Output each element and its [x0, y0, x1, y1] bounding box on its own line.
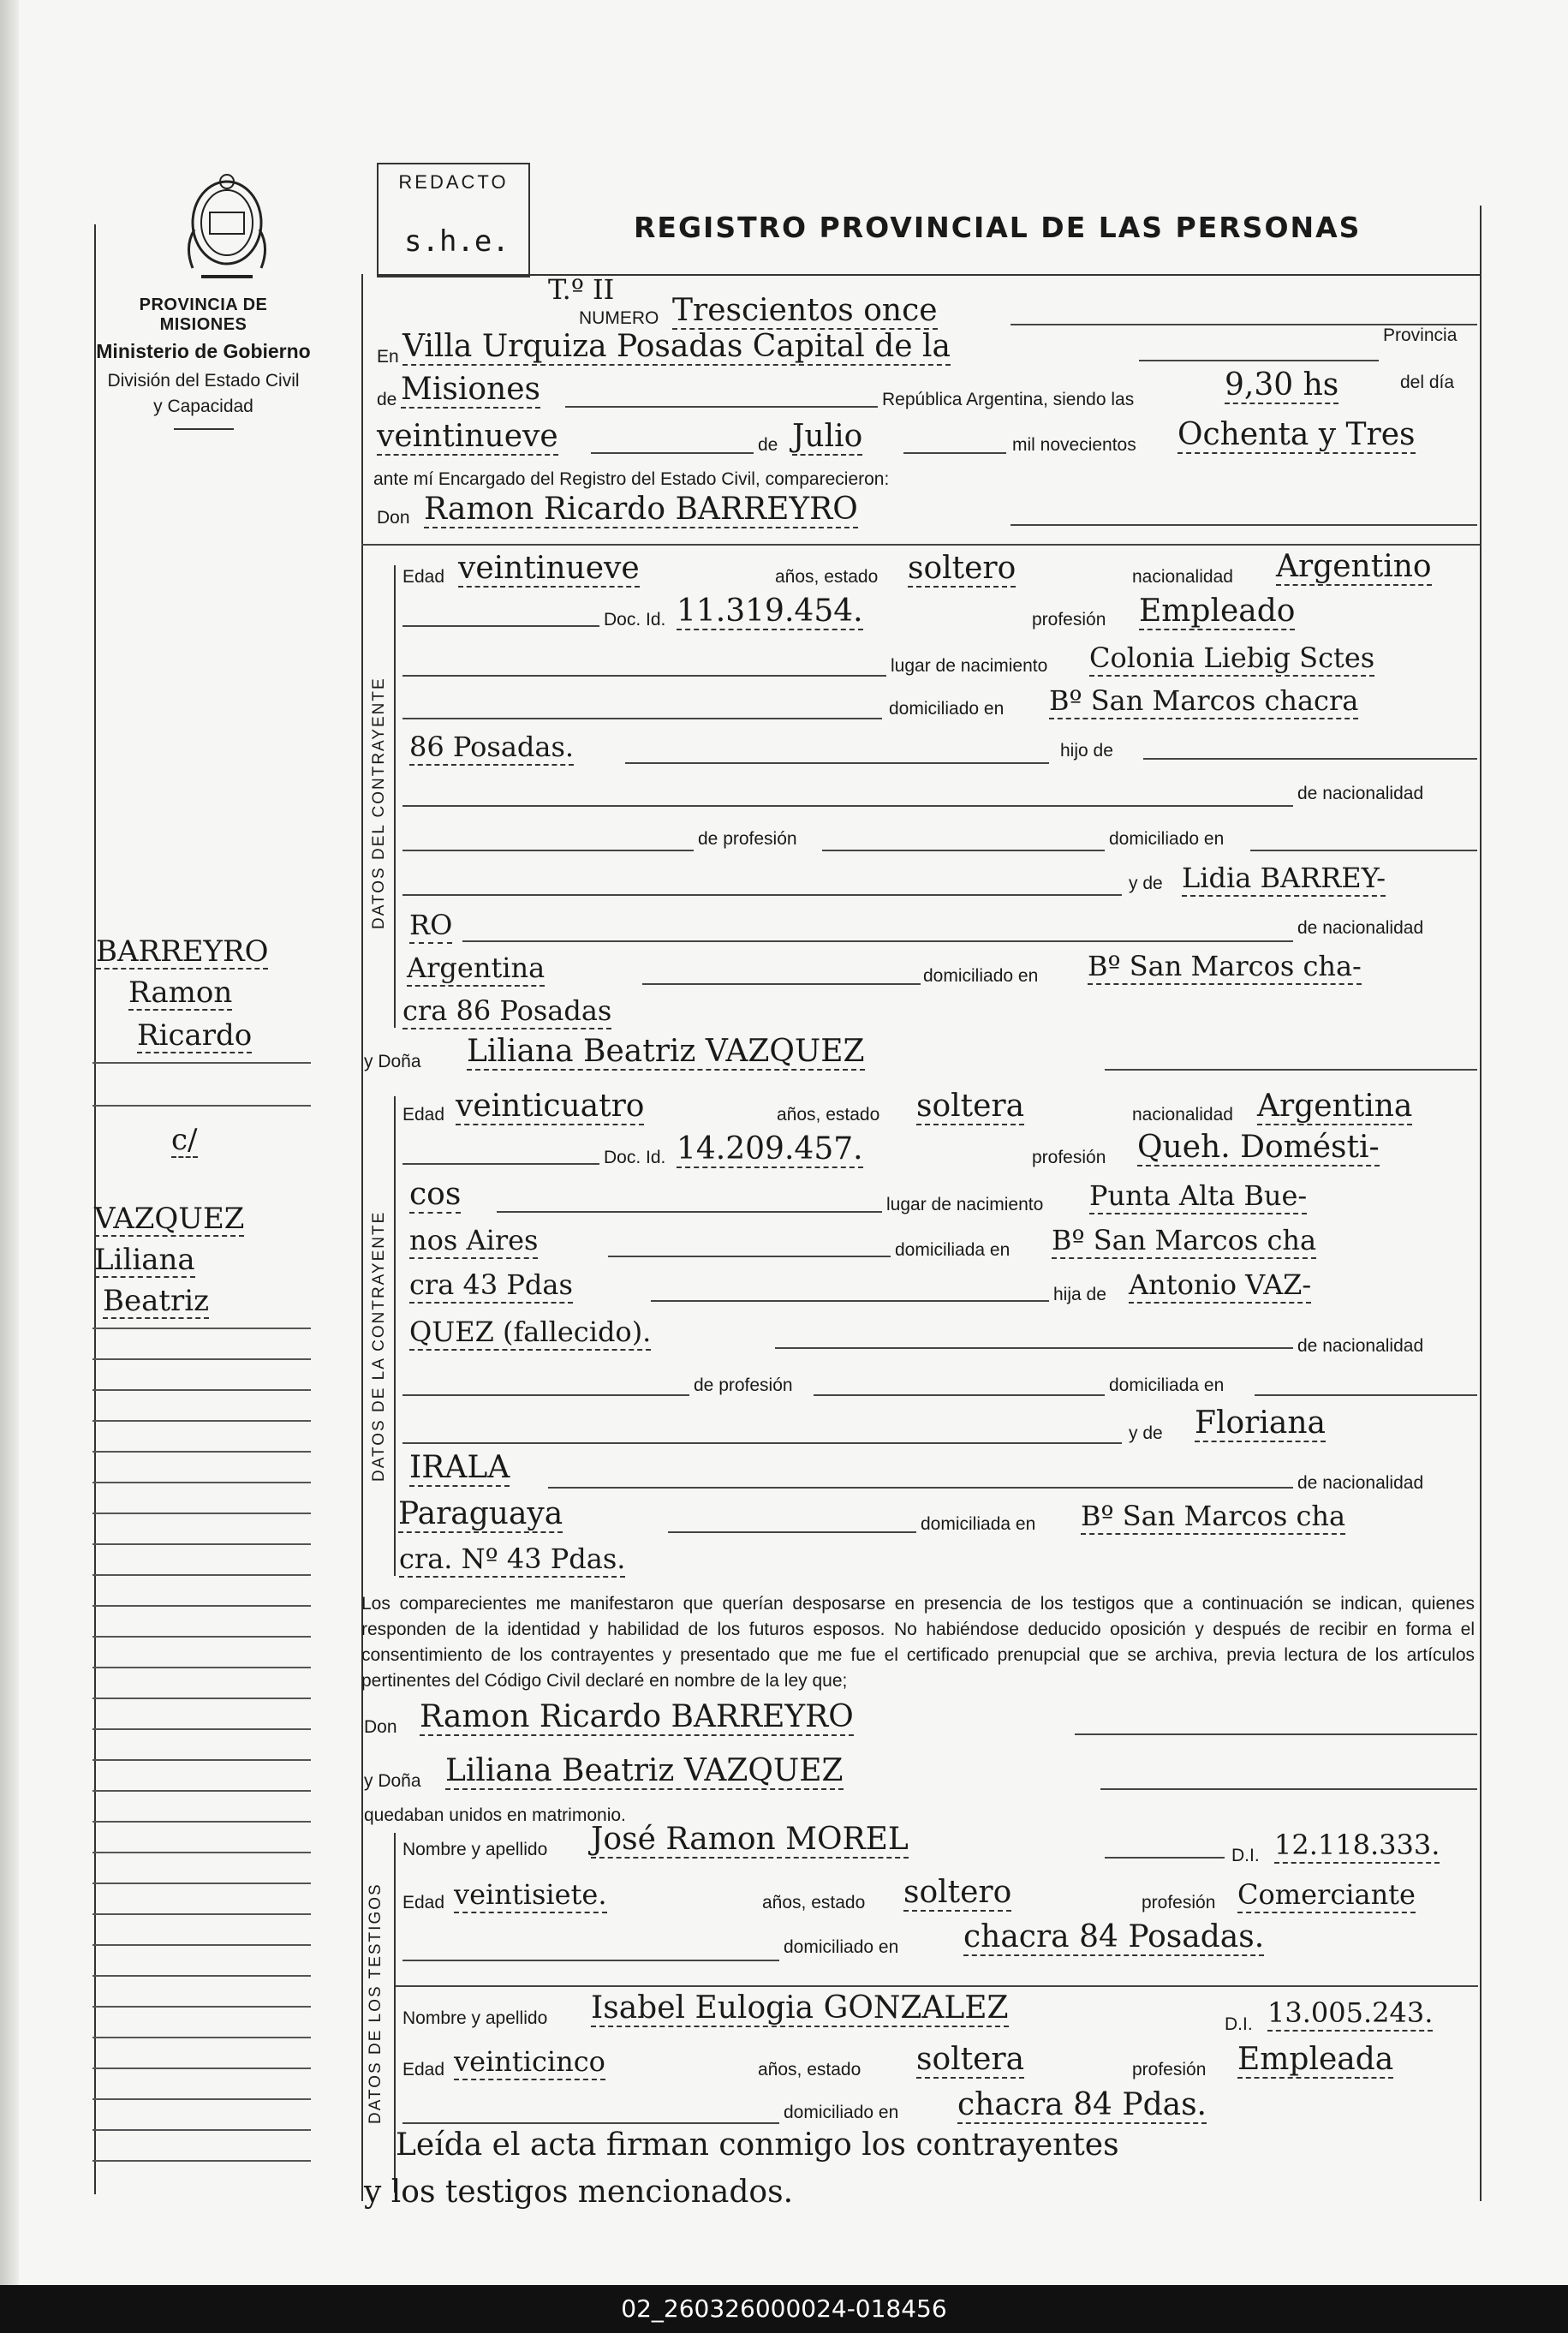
tomo-number: T.º II	[548, 273, 615, 306]
groom-hijo-label: hijo de	[1060, 741, 1113, 761]
w1-di-label: D.I.	[1231, 1846, 1260, 1865]
w1-estado: soltero	[903, 1875, 1012, 1910]
margin-rule-line	[92, 2006, 311, 2008]
fill-line	[402, 1960, 779, 1961]
margin-rule-line	[92, 2160, 311, 2162]
groom-madre-b: RO	[409, 908, 452, 944]
bride-padre-a: Antonio VAZ-	[1129, 1268, 1311, 1304]
w1-prof-label: profesión	[1142, 1893, 1216, 1912]
en-label: En	[377, 347, 399, 367]
fill-line	[402, 1163, 599, 1165]
witness-divider	[396, 1985, 1478, 1987]
w1-nombre-label: Nombre y apellido	[402, 1840, 548, 1859]
fill-line	[402, 894, 1122, 896]
fill-line	[903, 452, 1006, 454]
margin-rule-line	[92, 1605, 311, 1607]
margin-rule-line	[92, 1913, 311, 1915]
w2-di: 13.005.243.	[1267, 1996, 1433, 2032]
province-name: PROVINCIA DE MISIONES	[139, 295, 268, 334]
w1-anos-label: años, estado	[762, 1893, 866, 1912]
groom-domicilio-b: 86 Posadas.	[409, 730, 574, 766]
decl-don-label: Don	[364, 1717, 397, 1737]
fill-line	[402, 2122, 779, 2124]
decl-bride: Liliana Beatriz VAZQUEZ	[445, 1753, 844, 1788]
bride-de-nac-label: de nacionalidad	[1297, 1336, 1424, 1356]
bride-madre-nac-label: de nacionalidad	[1297, 1473, 1424, 1493]
fill-line	[497, 1211, 882, 1213]
margin-rule-line	[92, 1574, 311, 1576]
provincia-label: Provincia	[1383, 325, 1458, 345]
fill-line	[402, 675, 886, 677]
groom-section-label: DATOS DEL CONTRAYENTE	[370, 677, 388, 929]
w1-domic-label: domiciliado en	[784, 1937, 899, 1957]
bride-nacionalidad: Argentina	[1257, 1089, 1413, 1124]
w1-name: José Ramon MOREL	[591, 1822, 909, 1857]
issuer-divider	[174, 428, 234, 430]
groom-madre-domic-b: cra 86 Posadas	[402, 993, 611, 1029]
bride-madre-domic-a: Bº San Marcos cha	[1081, 1499, 1345, 1535]
fill-line	[402, 1394, 689, 1396]
fill-line	[822, 850, 1105, 851]
groom-doc: 11.319.454.	[677, 594, 863, 629]
decl-groom: Ramon Ricardo BARREYRO	[420, 1699, 854, 1734]
groom-lugar-label: lugar de nacimiento	[891, 656, 1048, 676]
margin-ricardo: Ricardo	[137, 1018, 253, 1053]
bride-padre-b: QUEZ (fallecido).	[409, 1315, 651, 1351]
w2-edad-label: Edad	[402, 2060, 445, 2079]
margin-rule-line	[92, 1852, 311, 1853]
section-side-line	[394, 1096, 396, 1576]
groom-profesion: Empleado	[1139, 594, 1296, 629]
fill-line	[402, 850, 694, 851]
fill-line	[591, 452, 754, 454]
fill-line	[668, 1531, 916, 1533]
w2-domic-label: domiciliado en	[784, 2103, 899, 2122]
fill-line	[625, 762, 1049, 764]
stamp-value: s.h.e.	[404, 224, 510, 259]
fill-line	[608, 1256, 891, 1257]
division-line-1: División del Estado Civil	[107, 371, 300, 391]
margin-rule-line	[92, 1821, 311, 1823]
margin-rule-line	[92, 1636, 311, 1638]
w1-domic: chacra 84 Posadas.	[963, 1919, 1265, 1954]
fill-line	[642, 983, 921, 985]
bride-prof-label: profesión	[1032, 1148, 1106, 1167]
bride-domic-en-label: domiciliada en	[1109, 1375, 1225, 1395]
numero-label: NUMERO	[579, 308, 659, 328]
margin-rule-line	[92, 1328, 311, 1329]
bride-doc-label: Doc. Id.	[604, 1148, 666, 1167]
witnesses-section-label: DATOS DE LOS TESTIGOS	[367, 1883, 385, 2124]
margin-rule-line	[92, 2037, 311, 2038]
title-rule	[377, 274, 1482, 276]
margin-rule-line	[92, 1883, 311, 1884]
fill-line	[1100, 1788, 1477, 1790]
margin-rule-line	[92, 2129, 311, 2131]
margin-rule-line	[92, 1698, 311, 1699]
groom-anos-label: años, estado	[775, 567, 879, 587]
fill-line	[651, 1300, 1049, 1302]
stamp-title: REDACTO	[398, 171, 509, 193]
bride-estado: soltera	[916, 1089, 1025, 1124]
bride-nac-label: nacionalidad	[1132, 1105, 1233, 1125]
fill-line	[402, 625, 599, 627]
month-value: Julio	[792, 419, 863, 454]
provincial-crest-icon	[176, 170, 278, 289]
w2-edad: veinticinco	[454, 2044, 605, 2080]
fill-line	[1105, 1857, 1225, 1859]
groom-domic-label: domiciliado en	[889, 699, 1005, 719]
closing-line-b: y los testigos mencionados.	[364, 2175, 794, 2210]
bride-profesion-b: cos	[409, 1177, 462, 1212]
bride-de-prof-label: de profesión	[694, 1375, 793, 1395]
margin-rule-line	[92, 1482, 311, 1483]
margin-rule-line	[92, 1543, 311, 1545]
province-value: Misiones	[401, 372, 541, 407]
bride-doc: 14.209.457.	[677, 1131, 863, 1166]
bride-lugar-a: Punta Alta Bue-	[1089, 1178, 1307, 1214]
groom-lugar: Colonia Liebig Sctes	[1089, 641, 1374, 677]
w2-anos-label: años, estado	[758, 2060, 862, 2079]
mil-label: mil novecientos	[1012, 435, 1136, 455]
bride-lugar-label: lugar de nacimiento	[886, 1195, 1044, 1214]
margin-rule-line	[92, 1105, 311, 1107]
w1-di: 12.118.333.	[1274, 1828, 1440, 1864]
margin-rule-line	[92, 1944, 311, 1946]
page-binding-edge	[0, 0, 19, 2285]
groom-edad-label: Edad	[402, 567, 445, 587]
bride-madre-nac: Paraguaya	[398, 1496, 563, 1531]
margin-rule-line	[92, 1667, 311, 1668]
margin-rule-line	[92, 1389, 311, 1391]
groom-de-nac-label: de nacionalidad	[1297, 784, 1424, 803]
margin-liliana: Liliana	[94, 1243, 195, 1277]
bride-madre-a: Floriana	[1195, 1405, 1326, 1441]
groom-domic-en-label: domiciliado en	[1109, 829, 1225, 849]
closing-line-a: Leída el acta firman conmigo los contrayentes	[396, 2127, 1119, 2163]
ante-text: ante mí Encargado del Registro del Estado Civil, comparecieron:	[373, 469, 890, 489]
margin-rule-line	[92, 1062, 311, 1064]
margin-contra: c/	[171, 1123, 198, 1157]
bride-domicilio-b: cra 43 Pdas	[409, 1268, 573, 1304]
margin-rule-line	[92, 1975, 311, 1977]
margin-rule-line	[92, 1759, 311, 1761]
issuer-block	[94, 295, 313, 430]
w2-prof: Empleada	[1237, 2042, 1394, 2077]
del-dia-label: del día	[1400, 373, 1455, 392]
groom-madre-domic-label: domiciliado en	[923, 966, 1039, 986]
bride-domicilio-a: Bº San Marcos cha	[1052, 1223, 1316, 1259]
groom-nac-label: nacionalidad	[1132, 567, 1233, 587]
margin-rule-line	[92, 1451, 311, 1453]
groom-domicilio-a: Bº San Marcos chacra	[1049, 683, 1358, 719]
fill-line	[1011, 524, 1477, 526]
division-line-2: y Capacidad	[153, 397, 253, 416]
groom-edad: veintinueve	[458, 551, 640, 586]
w2-nombre-label: Nombre y apellido	[402, 2008, 548, 2028]
margin-rule-line	[92, 2067, 311, 2069]
fill-line	[402, 1442, 1122, 1444]
w1-edad-label: Edad	[402, 1893, 445, 1912]
hour-value: 9,30 hs	[1225, 367, 1339, 403]
body-left-line	[361, 274, 363, 2201]
w2-di-label: D.I.	[1225, 2014, 1253, 2034]
day-value: veintinueve	[377, 419, 558, 454]
w1-prof: Comerciante	[1237, 1877, 1416, 1913]
place-value: Villa Urquiza Posadas Capital de la	[402, 329, 951, 364]
de-label-2: de	[758, 435, 778, 455]
groom-nacionalidad: Argentino	[1276, 549, 1432, 584]
margin-vazquez: VAZQUEZ	[94, 1202, 245, 1236]
bride-section-label: DATOS DE LA CONTRAYENTE	[370, 1210, 388, 1482]
republica-label: República Argentina, siendo las	[882, 390, 1135, 409]
margin-ramon: Ramon	[128, 976, 233, 1010]
w1-edad: veintisiete.	[454, 1877, 607, 1913]
margin-rule-line	[92, 1790, 311, 1792]
bride-y-de-label: y de	[1129, 1423, 1163, 1443]
margin-rule-line	[92, 1358, 311, 1360]
fill-line	[1143, 758, 1477, 760]
declaration-paragraph: Los comparecientes me manifestaron que querían desposarse en presencia de los testigos que a continuación se indican, quienes responden de la identidad y habilidad de los futuros esposos. No habiéndose deducido oposición y después de recibir en forma el consentimiento de los contrayentes y presentado que me fue el certificado prenupcial que se archiva, previa lectura de los artículos pertinentes del Código Civil declaré en nombre de la ley que;	[361, 1594, 1475, 1691]
groom-doc-label: Doc. Id.	[604, 610, 666, 629]
margin-rule-line	[92, 2098, 311, 2100]
fill-line	[1105, 1069, 1477, 1071]
ministry-name: Ministerio de Gobierno	[96, 340, 311, 362]
margin-barreyro: BARREYRO	[96, 934, 269, 969]
bride-madre-domic-label: domiciliada en	[921, 1514, 1036, 1534]
groom-de-prof-label: de profesión	[698, 829, 797, 849]
bride-name: Liliana Beatriz VAZQUEZ	[467, 1034, 865, 1069]
bride-profesion-a: Queh. Domésti-	[1137, 1130, 1380, 1165]
margin-rule-line	[92, 1513, 311, 1514]
fill-line	[775, 1347, 1293, 1349]
margin-beatriz: Beatriz	[103, 1284, 210, 1318]
fill-line	[1139, 360, 1379, 361]
groom-estado: soltero	[908, 551, 1017, 586]
w2-prof-label: profesión	[1132, 2060, 1207, 2079]
section-divider	[361, 544, 1480, 546]
year-value: Ochenta y Tres	[1177, 417, 1416, 452]
dona-label: y Doña	[364, 1052, 421, 1071]
decl-quedaban: quedaban unidos en matrimonio.	[364, 1805, 626, 1825]
groom-madre-nac-label: de nacionalidad	[1297, 918, 1424, 938]
bride-madre-b: IRALA	[409, 1450, 510, 1485]
de-label: de	[377, 390, 397, 409]
redacto-stamp	[377, 163, 530, 277]
groom-madre-domic-a: Bº San Marcos cha-	[1088, 949, 1362, 985]
bride-madre-domic-b: cra. Nº 43 Pdas.	[399, 1542, 625, 1578]
fill-line	[402, 805, 1293, 807]
groom-prof-label: profesión	[1032, 610, 1106, 629]
bride-lugar-b: nos Aires	[409, 1223, 538, 1259]
bride-domic-label: domiciliada en	[895, 1240, 1011, 1260]
groom-y-de-label: y de	[1129, 874, 1163, 893]
fill-line	[1075, 1733, 1477, 1735]
groom-madre-a: Lidia BARREY-	[1182, 861, 1386, 897]
fill-line	[565, 406, 878, 408]
fill-line	[1250, 850, 1477, 851]
fill-line	[402, 718, 882, 719]
w2-estado: soltera	[916, 2042, 1025, 2077]
fill-line	[814, 1394, 1105, 1396]
w2-name: Isabel Eulogia GONZALEZ	[591, 1990, 1009, 2026]
fill-line	[548, 1487, 1293, 1489]
section-side-line	[394, 565, 396, 1028]
body-right-line	[1480, 206, 1482, 2201]
scan-id-footer: 02_260326000024-018456	[0, 2285, 1568, 2333]
bride-edad: veinticuatro	[456, 1089, 645, 1124]
bride-hija-label: hija de	[1053, 1285, 1106, 1304]
margin-rule-line	[92, 1728, 311, 1730]
groom-madre-nac: Argentina	[407, 951, 545, 987]
groom-name: Ramon Ricardo BARREYRO	[424, 492, 858, 527]
registry-title: REGISTRO PROVINCIAL DE LAS PERSONAS	[634, 211, 1362, 244]
decl-dona-label: y Doña	[364, 1771, 421, 1791]
margin-rule-line	[92, 1420, 311, 1422]
fill-line	[462, 940, 1293, 942]
w2-domic: chacra 84 Pdas.	[957, 2087, 1207, 2122]
fill-line	[1255, 1394, 1477, 1396]
bride-edad-label: Edad	[402, 1105, 445, 1125]
bride-anos-label: años, estado	[777, 1105, 880, 1125]
don-label: Don	[377, 508, 410, 528]
numero-value: Trescientos once	[672, 293, 938, 328]
